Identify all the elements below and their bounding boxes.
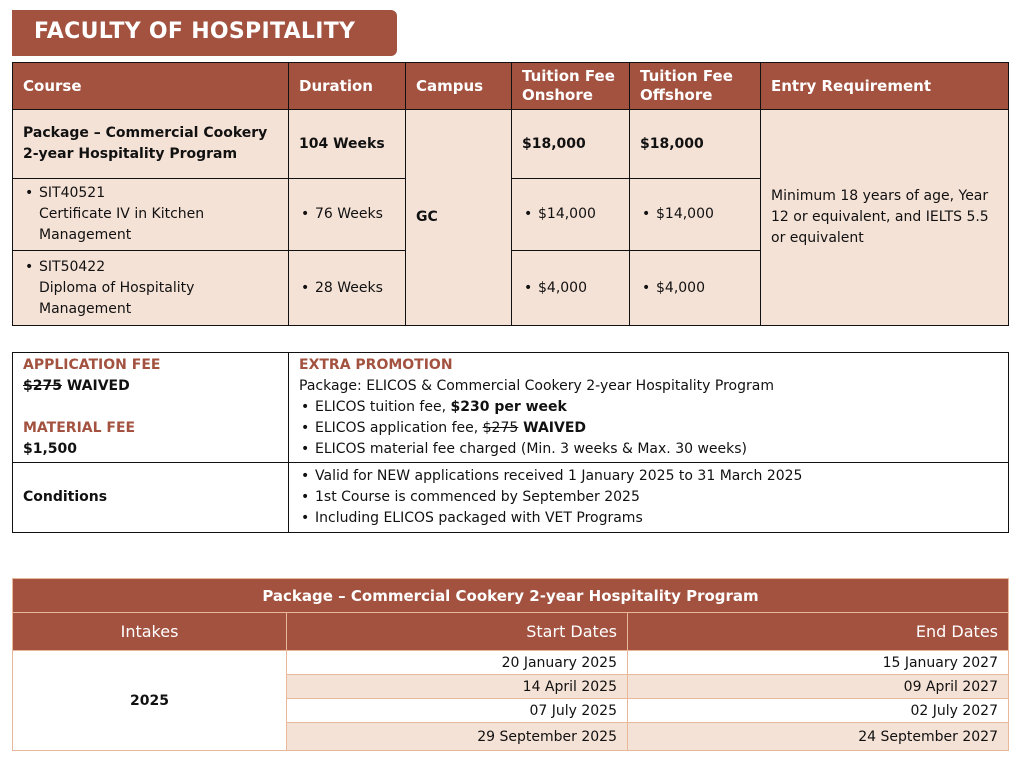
end-date: 15 January 2027 (628, 651, 1009, 675)
table-row (13, 110, 1009, 179)
onshore-cell (512, 179, 630, 251)
header-start: Start Dates (287, 613, 628, 651)
application-fee-label: APPLICATION FEE (23, 357, 161, 373)
intakes-title: Package – Commercial Cookery 2-year Hospitality Program (13, 579, 1009, 613)
fees-table (12, 352, 1009, 533)
duration-cell (289, 179, 406, 251)
header-campus: Campus (406, 63, 512, 110)
promotion-cell (289, 353, 1009, 463)
course-name: Certificate IV in Kitchen Management (39, 206, 205, 243)
material-fee-value: $1,500 (23, 441, 78, 457)
promo-price: $230 per week (450, 399, 567, 415)
course-duration: • 76 Weeks (299, 204, 395, 225)
promo-item (299, 397, 998, 418)
header-course: Course (13, 63, 289, 110)
page-title: FACULTY OF HOSPITALITY (12, 10, 397, 56)
start-date: 14 April 2025 (287, 675, 628, 699)
promo-text: ELICOS application fee, (315, 420, 483, 436)
offshore-cell (630, 251, 761, 326)
campus: GC (406, 110, 512, 326)
course-code: SIT50422 (39, 258, 106, 275)
offshore-cell (630, 179, 761, 251)
onshore-cell (512, 251, 630, 326)
course-duration: • 28 Weeks (299, 278, 395, 299)
condition-item: • Including ELICOS packaged with VET Programs (299, 508, 998, 529)
start-date: 20 January 2025 (287, 651, 628, 675)
course-code: SIT40521 (39, 185, 106, 201)
header-offshore: Tuition Fee Offshore (630, 63, 761, 110)
course-offshore: • $4,000 (640, 278, 750, 299)
table-row (13, 463, 1009, 533)
application-fee-value (23, 376, 278, 397)
course-onshore: • $4,000 (522, 278, 619, 299)
conditions-label: Conditions (13, 463, 289, 533)
condition-item: • Valid for NEW applications received 1 January 2025 to 31 March 2025 (299, 466, 998, 487)
promotion-intro: Package: ELICOS & Commercial Cookery 2-year Hospitality Program (299, 378, 774, 394)
entry-requirement: Minimum 18 years of age, Year 12 or equivalent, and IELTS 5.5 or equivalent (761, 110, 1009, 326)
header-onshore: Tuition Fee Onshore (512, 63, 630, 110)
intake-year: 2025 (13, 651, 287, 751)
header-entry: Entry Requirement (761, 63, 1009, 110)
old-price: $275 (482, 420, 519, 436)
start-date: 07 July 2025 (287, 699, 628, 723)
header-intakes: Intakes (13, 613, 287, 651)
end-date: 02 July 2027 (628, 699, 1009, 723)
package-onshore: $18,000 (512, 110, 630, 179)
package-duration: 104 Weeks (289, 110, 406, 179)
material-fee-label: MATERIAL FEE (23, 420, 136, 436)
package-name: Package – Commercial Cookery 2-year Hospitality Program (13, 110, 289, 179)
table-row (13, 353, 1009, 463)
condition-item: • 1st Course is commenced by September 2025 (299, 487, 998, 508)
course-name: Diploma of Hospitality Management (39, 279, 195, 317)
waived-text: WAIVED (518, 420, 587, 436)
package-offshore: $18,000 (630, 110, 761, 179)
course-cell (13, 179, 289, 251)
header-end: End Dates (628, 613, 1009, 651)
promo-text: ELICOS tuition fee, (315, 399, 451, 415)
fees-cell (13, 353, 289, 463)
promo-item (299, 418, 998, 439)
intakes-table (12, 578, 1009, 751)
promotion-label: EXTRA PROMOTION (299, 357, 453, 373)
course-offshore: • $14,000 (640, 204, 750, 225)
conditions-cell (289, 463, 1009, 533)
end-date: 09 April 2027 (628, 675, 1009, 699)
start-date: 29 September 2025 (287, 723, 628, 751)
course-cell (13, 251, 289, 326)
end-date: 24 September 2027 (628, 723, 1009, 751)
table-header (13, 63, 1009, 110)
waived-text: WAIVED (61, 378, 130, 394)
promo-item: • ELICOS material fee charged (Min. 3 weeks & Max. 30 weeks) (299, 439, 998, 460)
old-price: $275 (23, 378, 62, 394)
course-onshore: • $14,000 (522, 204, 619, 225)
course-table (12, 62, 1009, 326)
table-row (13, 651, 1009, 675)
duration-cell (289, 251, 406, 326)
header-duration: Duration (289, 63, 406, 110)
